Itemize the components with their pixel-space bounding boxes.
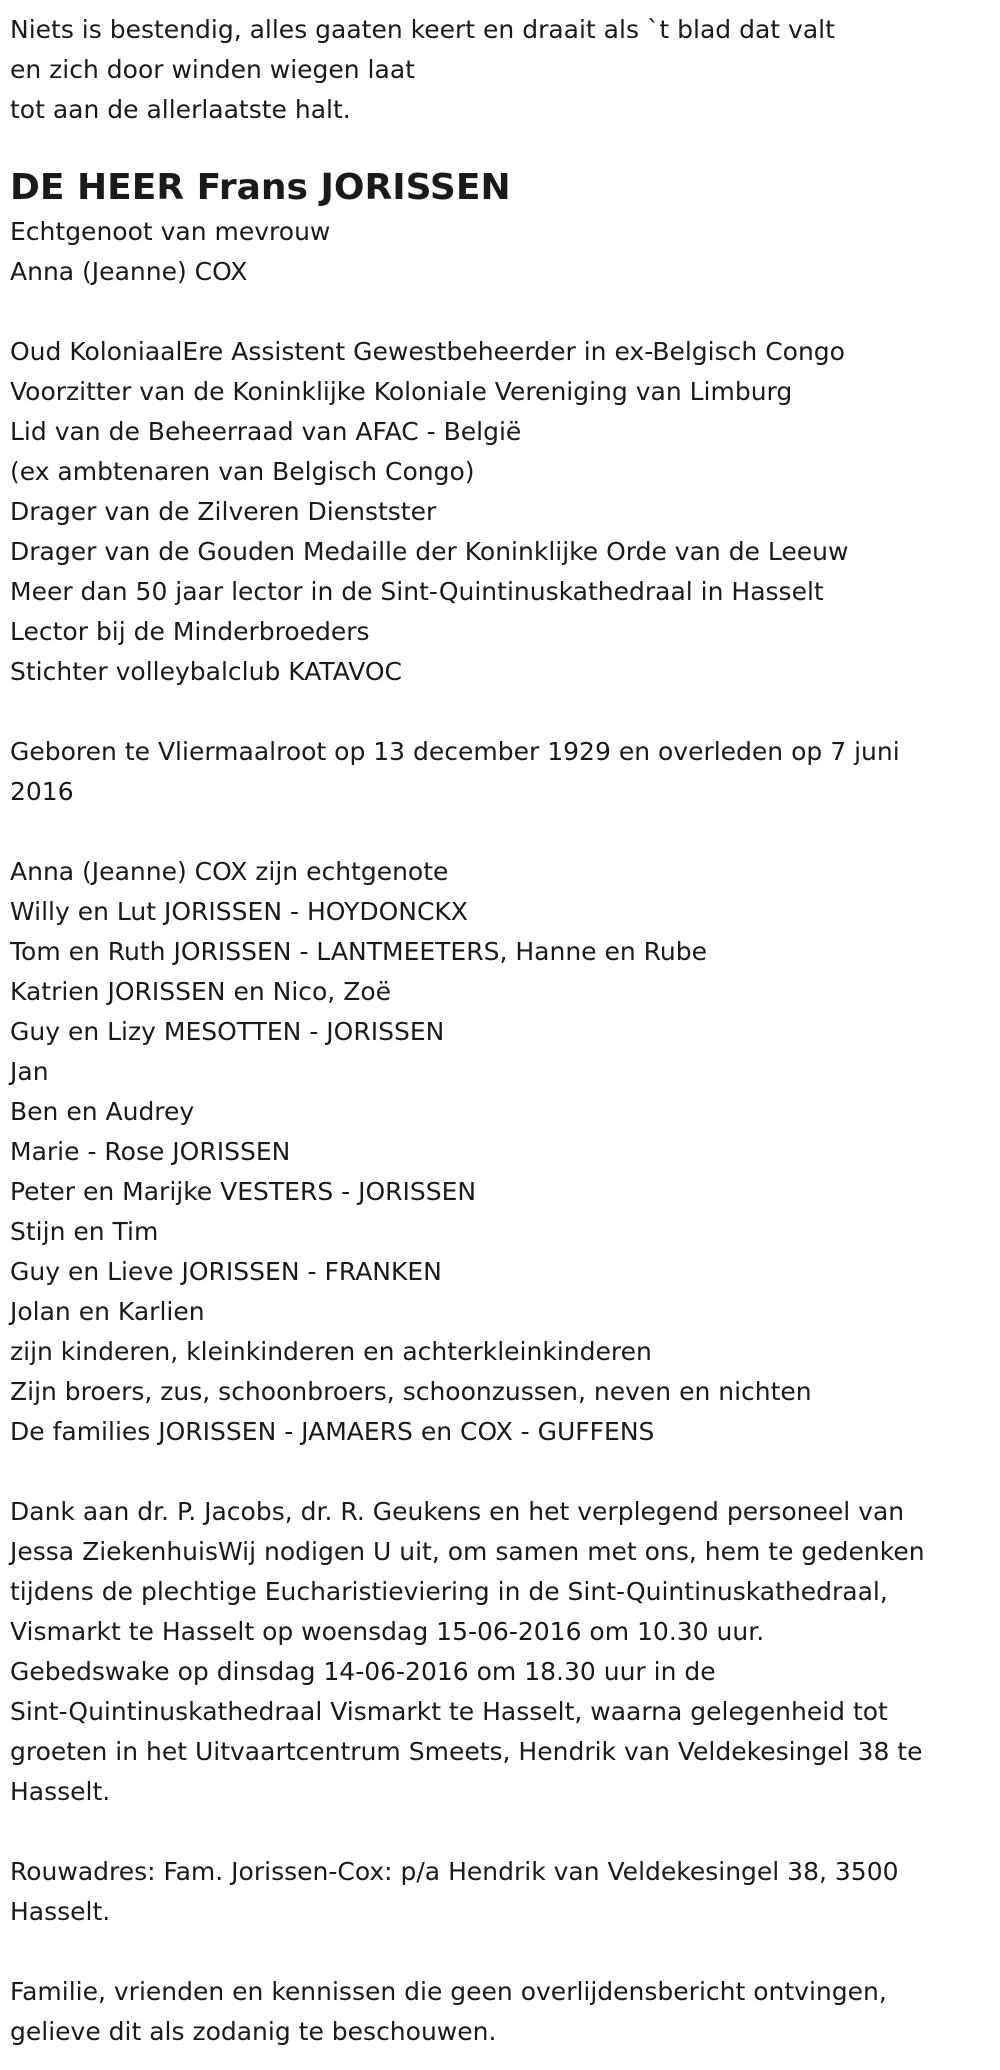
family-line: Tom en Ruth JORISSEN - LANTMEETERS, Hanne en Rube (10, 937, 708, 966)
ceremony-line: Jessa ZiekenhuisWij nodigen U uit, om samen met ons, hem te gedenken (10, 1537, 925, 1566)
spacer (10, 1932, 990, 1972)
family-line: Guy en Lizy MESOTTEN - JORISSEN (10, 1017, 445, 1046)
address-block (10, 1852, 990, 1932)
closing-line: Familie, vrienden en kennissen die geen overlijdensbericht ontvingen, (10, 1977, 887, 2006)
title-line: Meer dan 50 jaar lector in de Sint-Quintinuskathedraal in Hasselt (10, 577, 824, 606)
birth-death-line: 2016 (10, 777, 74, 806)
titles-block (10, 332, 990, 692)
ceremony-block (10, 1492, 990, 1812)
title-line: Oud KoloniaalEre Assistent Gewestbeheerder in ex-Belgisch Congo (10, 337, 845, 366)
poem-block (10, 10, 990, 130)
title-line: Lid van de Beheerraad van AFAC - België (10, 417, 522, 446)
family-line: zijn kinderen, kleinkinderen en achterkleinkinderen (10, 1337, 652, 1366)
family-line: Willy en Lut JORISSEN - HOYDONCKX (10, 897, 468, 926)
family-line: Zijn broers, zus, schoonbroers, schoonzussen, neven en nichten (10, 1377, 812, 1406)
address-line: Rouwadres: Fam. Jorissen-Cox: p/a Hendrik van Veldekesingel 38, 3500 (10, 1857, 899, 1886)
spouse-line: Echtgenoot van mevrouw (10, 217, 331, 246)
spacer (10, 292, 990, 332)
spacer (10, 812, 990, 852)
birth-death-block (10, 732, 990, 812)
closing-line: gelieve dit als zodanig te beschouwen. (10, 2017, 497, 2046)
ceremony-line: Dank aan dr. P. Jacobs, dr. R. Geukens en het verplegend personeel van (10, 1497, 905, 1526)
ceremony-line: tijdens de plechtige Eucharistieviering in de Sint-Quintinuskathedraal, (10, 1577, 888, 1606)
ceremony-line: Gebedswake op dinsdag 14-06-2016 om 18.30 uur in de (10, 1657, 716, 1686)
family-line: Marie - Rose JORISSEN (10, 1137, 291, 1166)
spacer (10, 1452, 990, 1492)
birth-death-line: Geboren te Vliermaalroot op 13 december 1929 en overleden op 7 juni (10, 737, 900, 766)
spouse-block (10, 212, 990, 292)
family-line: Peter en Marijke VESTERS - JORISSEN (10, 1177, 477, 1206)
family-line: Jolan en Karlien (10, 1297, 205, 1326)
family-line: Anna (Jeanne) COX zijn echtgenote (10, 857, 449, 886)
family-line: De families JORISSEN - JAMAERS en COX - GUFFENS (10, 1417, 655, 1446)
address-line: Hasselt. (10, 1897, 111, 1926)
title-line: Stichter volleybalclub KATAVOC (10, 657, 403, 686)
deceased-name: DE HEER Frans JORISSEN (10, 167, 511, 208)
ceremony-line: Hasselt. (10, 1777, 111, 1806)
ceremony-line: Vismarkt te Hasselt op woensdag 15-06-2016 om 10.30 uur. (10, 1617, 765, 1646)
poem-line: tot aan de allerlaatste halt. (10, 95, 351, 124)
poem-line: en zich door winden wiegen laat (10, 55, 415, 84)
spacer (10, 1812, 990, 1852)
family-line: Jan (10, 1057, 49, 1086)
spouse-line: Anna (Jeanne) COX (10, 257, 248, 286)
ceremony-line: groeten in het Uitvaartcentrum Smeets, Hendrik van Veldekesingel 38 te (10, 1737, 923, 1766)
family-line: Katrien JORISSEN en Nico, Zoë (10, 977, 392, 1006)
family-block (10, 852, 990, 1452)
poem-line: Niets is bestendig, alles gaaten keert en draait als `t blad dat valt (10, 15, 835, 44)
title-line: Lector bij de Minderbroeders (10, 617, 370, 646)
family-line: Stijn en Tim (10, 1217, 159, 1246)
spacer (10, 692, 990, 732)
ceremony-line: Sint-Quintinuskathedraal Vismarkt te Hasselt, waarna gelegenheid tot (10, 1697, 888, 1726)
title-line: (ex ambtenaren van Belgisch Congo) (10, 457, 475, 486)
title-line: Drager van de Gouden Medaille der Koninklijke Orde van de Leeuw (10, 537, 849, 566)
family-line: Guy en Lieve JORISSEN - FRANKEN (10, 1257, 442, 1286)
title-line: Drager van de Zilveren Dienstster (10, 497, 437, 526)
family-line: Ben en Audrey (10, 1097, 195, 1126)
closing-block (10, 1972, 990, 2052)
title-line: Voorzitter van de Koninklijke Koloniale Vereniging van Limburg (10, 377, 793, 406)
